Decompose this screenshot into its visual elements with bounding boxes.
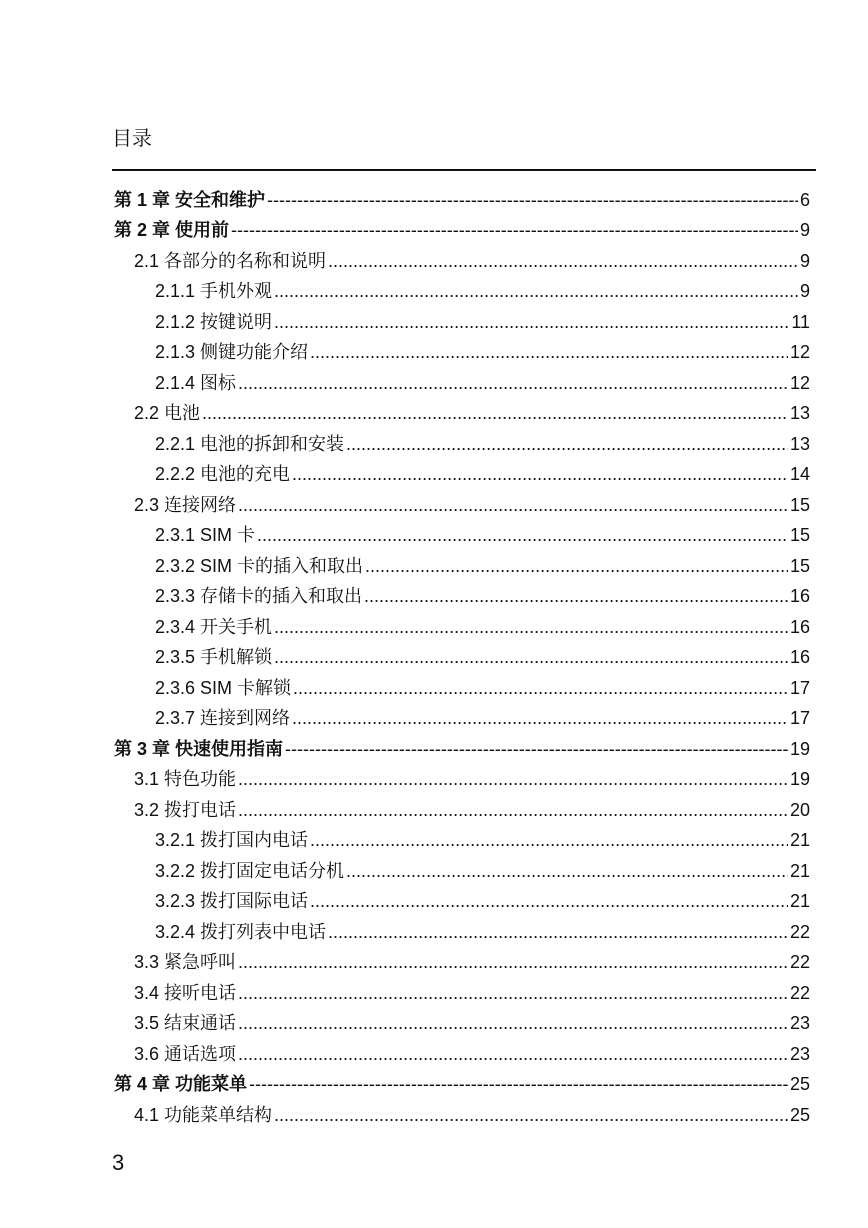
toc-entry-title: 3.6 通话选项 <box>134 1043 237 1064</box>
toc-leader <box>310 829 788 851</box>
toc-entry-title: 3.3 紧急呼叫 <box>134 952 237 972</box>
toc-entry[interactable] <box>0 424 868 455</box>
toc-entry[interactable] <box>0 302 868 333</box>
toc-entry-page: 6 <box>799 189 810 210</box>
toc-leader <box>292 463 788 485</box>
toc-entry-title: 第 4 章 功能菜单 <box>114 1074 248 1094</box>
toc-entry-title: 2.3 连接网络 <box>134 494 237 515</box>
toc-entry-title: 2.3.1 SIM 卡 <box>155 525 256 545</box>
toc-entry-page: 17 <box>789 677 810 698</box>
toc-leader <box>202 402 788 424</box>
toc-entry-page: 21 <box>789 891 810 911</box>
toc-entry-title: 2.3.6 SIM 卡解锁 <box>155 677 292 698</box>
toc-leader <box>274 311 789 333</box>
toc-entry-page: 19 <box>789 769 810 789</box>
toc-entry-title: 2.3.4 开关手机 <box>155 616 273 637</box>
toc-entry-page: 25 <box>789 1104 810 1125</box>
page-title: 目录 <box>112 128 152 150</box>
toc-entry-page: 13 <box>789 403 810 423</box>
toc-entry[interactable] <box>0 851 868 882</box>
toc-entry-title: 2.1.1 手机外观 <box>155 281 273 301</box>
toc-leader <box>238 372 788 394</box>
toc-leader <box>274 616 788 638</box>
toc-entry-page: 23 <box>789 1013 810 1033</box>
toc-entry-page: 15 <box>789 494 810 515</box>
toc-entry-page: 9 <box>799 281 810 301</box>
toc-entry-page: 12 <box>789 342 810 362</box>
toc-entry[interactable] <box>0 272 868 303</box>
toc-leader <box>365 555 788 577</box>
toc-entry[interactable] <box>0 638 868 669</box>
toc-leader <box>231 219 798 241</box>
toc-entry[interactable] <box>0 1095 868 1126</box>
toc-entry[interactable] <box>0 1004 868 1035</box>
toc-entry[interactable] <box>0 821 868 852</box>
toc-entry-title: 3.1 特色功能 <box>134 769 237 789</box>
toc-leader <box>328 921 788 943</box>
toc-entry-title: 3.2.4 拨打列表中电话 <box>155 921 327 942</box>
toc-entry-title: 第 3 章 快速使用指南 <box>114 738 284 759</box>
toc-leader <box>238 982 788 1004</box>
toc-entry[interactable] <box>0 760 868 791</box>
toc-entry-title: 3.2 拨打电话 <box>134 799 237 820</box>
toc-leader <box>274 646 788 668</box>
toc-entry-page: 22 <box>789 982 810 1003</box>
toc-entry-title: 第 2 章 使用前 <box>114 220 230 240</box>
toc-entry-page: 19 <box>789 738 810 759</box>
toc-entry[interactable] <box>0 912 868 943</box>
toc-entry[interactable] <box>0 790 868 821</box>
toc-entry-page: 23 <box>789 1043 810 1064</box>
toc-entry[interactable] <box>0 241 868 272</box>
toc-entry[interactable] <box>0 180 868 211</box>
toc-entry-page: 16 <box>789 616 810 637</box>
toc-entry[interactable] <box>0 363 868 394</box>
toc-leader <box>249 1073 788 1095</box>
table-of-contents <box>0 180 868 1126</box>
toc-leader <box>364 585 788 607</box>
toc-entry-page: 20 <box>789 799 810 820</box>
toc-entry-title: 3.4 接听电话 <box>134 982 237 1003</box>
toc-entry-title: 3.5 结束通话 <box>134 1013 237 1033</box>
toc-entry[interactable] <box>0 333 868 364</box>
toc-leader <box>238 768 788 790</box>
toc-leader <box>274 1104 788 1126</box>
toc-entry-page: 15 <box>789 525 810 545</box>
toc-entry-page: 14 <box>789 464 810 484</box>
toc-entry-page: 12 <box>789 372 810 393</box>
toc-entry-title: 2.2 电池 <box>134 403 201 423</box>
toc-entry-page: 13 <box>789 433 810 454</box>
toc-entry-title: 2.3.5 手机解锁 <box>155 647 273 667</box>
toc-leader <box>346 433 788 455</box>
toc-entry-page: 25 <box>789 1074 810 1094</box>
toc-entry[interactable] <box>0 546 868 577</box>
toc-entry-title: 2.1.2 按键说明 <box>155 311 273 332</box>
toc-entry-title: 2.1.3 侧键功能介绍 <box>155 342 309 362</box>
toc-entry-title: 4.1 功能菜单结构 <box>134 1104 273 1125</box>
toc-entry-title: 2.1.4 图标 <box>155 372 237 393</box>
toc-leader <box>292 707 788 729</box>
toc-entry[interactable] <box>0 455 868 486</box>
toc-entry-title: 3.2.1 拨打国内电话 <box>155 830 309 850</box>
toc-entry-title: 第 1 章 安全和维护 <box>114 189 266 210</box>
toc-leader <box>274 280 798 302</box>
toc-entry[interactable] <box>0 211 868 242</box>
toc-leader <box>328 250 798 272</box>
toc-entry-title: 3.2.3 拨打国际电话 <box>155 891 309 911</box>
toc-entry-page: 9 <box>799 250 810 271</box>
toc-entry-page: 21 <box>789 830 810 850</box>
toc-leader <box>257 524 788 546</box>
title-divider <box>112 169 816 171</box>
toc-entry[interactable] <box>0 882 868 913</box>
toc-leader <box>310 890 788 912</box>
toc-entry-page: 11 <box>791 311 810 332</box>
toc-entry[interactable] <box>0 394 868 425</box>
toc-leader <box>346 860 788 882</box>
toc-leader <box>238 1043 788 1065</box>
toc-entry-title: 2.3.2 SIM 卡的插入和取出 <box>155 555 364 576</box>
toc-entry[interactable] <box>0 577 868 608</box>
toc-entry-title: 2.3.3 存储卡的插入和取出 <box>155 586 363 606</box>
toc-entry[interactable] <box>0 1034 868 1065</box>
toc-entry-page: 16 <box>789 586 810 606</box>
toc-entry[interactable] <box>0 729 868 760</box>
toc-leader <box>267 189 798 211</box>
toc-leader <box>285 738 788 760</box>
toc-entry-page: 9 <box>799 220 810 240</box>
toc-entry-title: 2.2.2 电池的充电 <box>155 464 291 484</box>
toc-entry-title: 2.3.7 连接到网络 <box>155 708 291 728</box>
toc-entry-page: 21 <box>789 860 810 881</box>
toc-leader <box>238 1012 788 1034</box>
toc-entry-title: 2.1 各部分的名称和说明 <box>134 250 327 271</box>
toc-entry-page: 16 <box>789 647 810 667</box>
toc-leader <box>293 677 788 699</box>
toc-leader <box>238 799 788 821</box>
toc-leader <box>238 494 788 516</box>
toc-entry[interactable] <box>0 699 868 730</box>
page-number: 3 <box>112 1150 125 1175</box>
toc-entry[interactable] <box>0 485 868 516</box>
toc-entry[interactable] <box>0 1065 868 1096</box>
toc-entry[interactable] <box>0 607 868 638</box>
toc-entry-page: 22 <box>789 921 810 942</box>
toc-leader <box>310 341 788 363</box>
toc-entry[interactable] <box>0 973 868 1004</box>
toc-leader <box>238 951 788 973</box>
toc-entry-page: 15 <box>789 555 810 576</box>
toc-entry-page: 22 <box>789 952 810 972</box>
toc-entry-title: 3.2.2 拨打固定电话分机 <box>155 860 345 881</box>
toc-entry[interactable] <box>0 668 868 699</box>
toc-entry-title: 2.2.1 电池的拆卸和安装 <box>155 433 345 454</box>
toc-entry[interactable] <box>0 943 868 974</box>
toc-entry-page: 17 <box>789 708 810 728</box>
toc-entry[interactable] <box>0 516 868 547</box>
